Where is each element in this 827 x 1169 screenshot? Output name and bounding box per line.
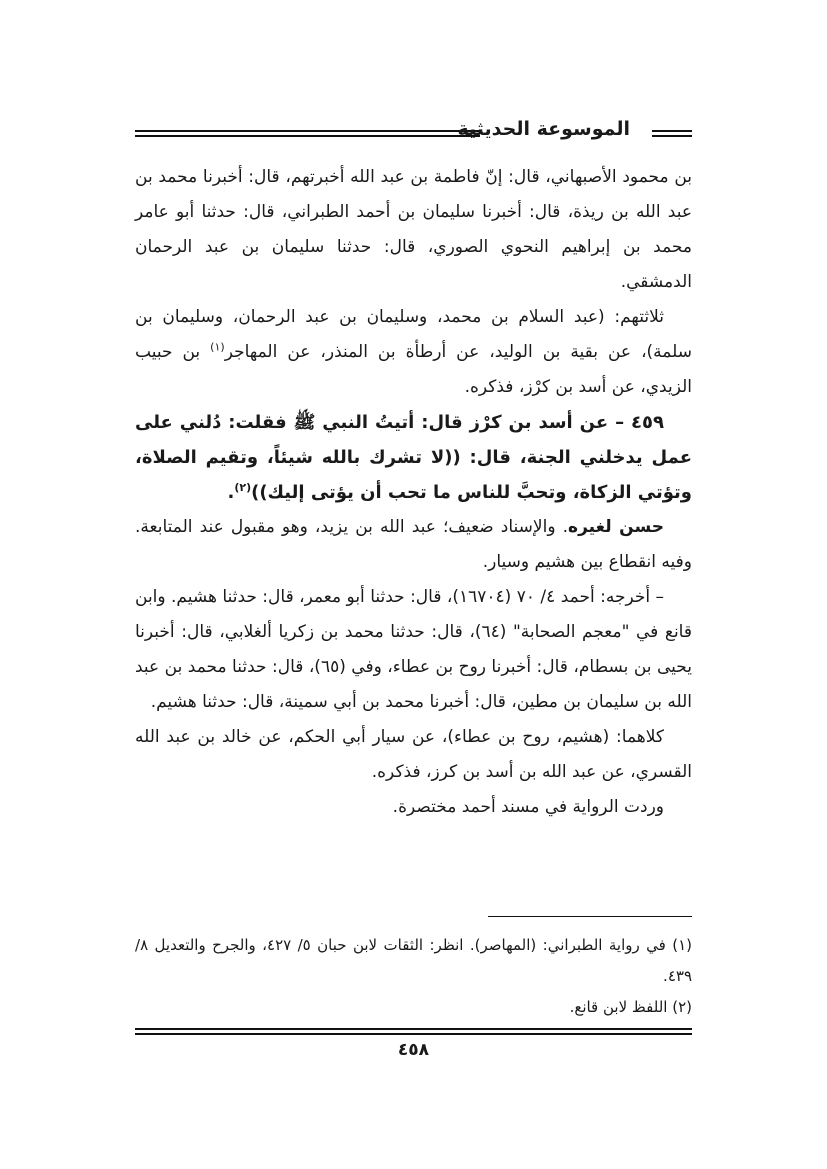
footnote-separator: [488, 916, 692, 917]
paragraph-takhrij: – أخرجه: أحمد ٤/ ٧٠ (١٦٧٠٤)، قال: حدثنا أبو معمر، قال: حدثنا هشيم. وابن قانع في "معجم الصحابة" (٦٤)، قال: حدثنا محمد بن زكريا ألغلابي، قال: أخبرنا يحيى بن بسطام، قال: أخبرنا روح بن عطاء، وفي (٦٥)، قال: حدثنا محمد بن عبد الله بن سليمان بن مطين، قال: أخبرنا محمد بن أبي سمينة، قال: حدثنا هشيم.: [135, 587, 692, 712]
header-title: الموسوعة الحديثية: [457, 118, 630, 140]
page-number: ٤٥٨: [397, 1040, 430, 1060]
footnote-ref-2: (٢): [234, 481, 252, 494]
footnote-2: (٢) اللفظ لابن قانع.: [569, 998, 692, 1016]
main-text: [135, 160, 692, 825]
bottom-rule: [135, 1028, 692, 1035]
paragraph-both-chains: كلاهما: (هشيم، روح بن عطاء)، عن سيار أبي الحكم، عن خالد بن عبد الله القسري، عن عبد الله بن أسد بن كرز، فذكره.: [135, 727, 692, 782]
paragraph-chain-continued: بن محمود الأصبهاني، قال: إنّ فاطمة بن عبد الله أخبرتهم، قال: أخبرنا محمد بن عبد الله بن ريذة، قال: أخبرنا سليمان بن أحمد الطبراني، قال: حدثنا أبو عامر محمد بن إبراهيم النحوي الصوري، قال: حدثنا سليمان بن عبد الرحمان الدمشقي.: [135, 167, 692, 292]
paragraph-chain-summary: [135, 300, 692, 405]
paragraph-narration-note: وردت الرواية في مسند أحمد مختصرة.: [392, 797, 664, 817]
footnotes: [135, 930, 692, 1023]
header-rule-left: [135, 130, 480, 137]
paragraph-chain-summary-end: بن حبيب الزيدي، عن أسد بن كرْز، فذكره.: [135, 342, 692, 397]
paragraph-grading: [135, 510, 692, 580]
grade-label: حسن لغيره: [568, 517, 665, 537]
footnote-1: (١) في رواية الطبراني: (المهاصر). انظر: الثقات لابن حبان ٥/ ٤٢٧، والجرح والتعديل ٨/ ٤٣٩.: [135, 936, 693, 985]
header-rule-right: [652, 130, 692, 137]
footnote-ref-1: (١): [210, 340, 225, 354]
hadith-body: ٤٥٩ – عن أسد بن كرْز قال: أتيتُ النبي ﷺ فقلت: دُلني على عمل يدخلني الجنة، قال: ((لا تشرك بالله شيئاً، وتقيم الصلاة، وتؤتي الزكاة، وتحبَّ للناس ما تحب أن يؤتى إليك)): [135, 412, 692, 503]
hadith-text: [135, 405, 692, 510]
grade-explanation: . والإسناد ضعيف؛ عبد الله بن يزيد، وهو مقبول عند المتابعة. وفيه انقطاع بين هشيم وسيار.: [135, 517, 692, 572]
page-header: [135, 118, 692, 148]
hadith-end: .: [227, 482, 235, 503]
paragraph-chain-summary-text: ثلاثتهم: (عبد السلام بن محمد، وسليمان بن عبد الرحمان، وسليمان بن سلمة)، عن بقية بن الوليد، عن أرطأة بن المنذر، عن المهاجر: [135, 307, 692, 362]
